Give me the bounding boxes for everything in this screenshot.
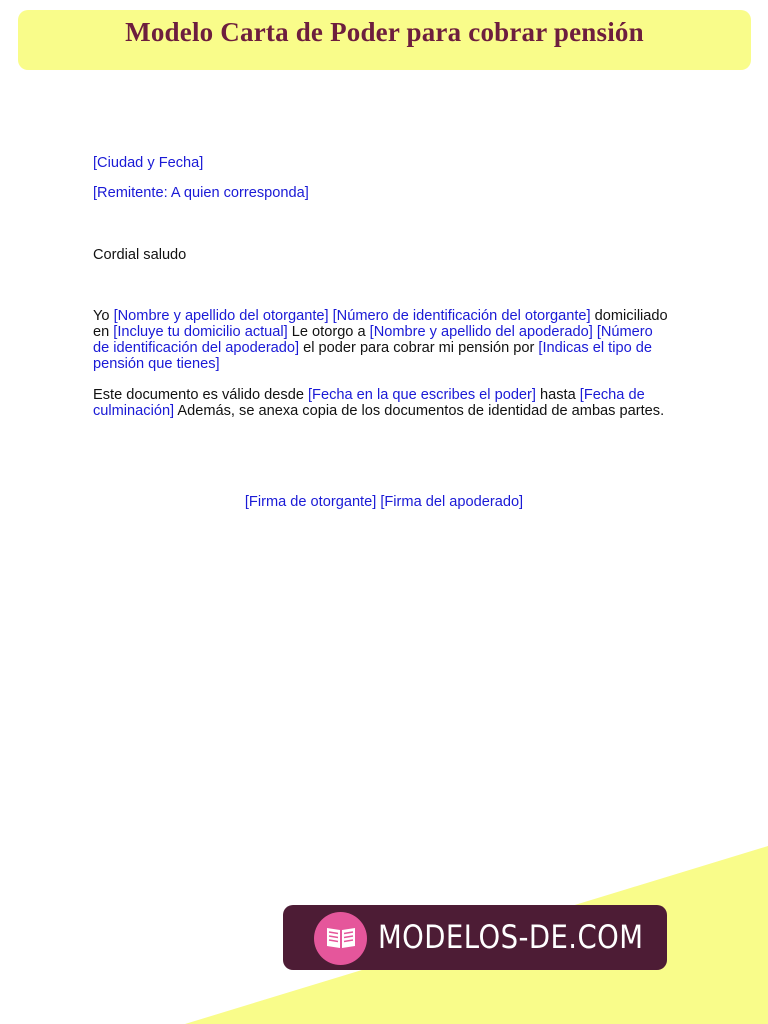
address-placeholder: [Incluye tu domicilio actual] [113, 324, 288, 340]
para1-text-3: Le otorgo a [287, 324, 370, 340]
city-date-placeholder: [Ciudad y Fecha] [93, 155, 204, 171]
greeting: Cordial saludo [93, 247, 187, 263]
para2-text-2: hasta [535, 387, 580, 403]
attorney-placeholder: [Nombre y apellido del apoderado] [Número de identificación del apoderado] [93, 324, 653, 356]
grantor-placeholder: [Nombre y apellido del otorgante] [Número de identificación del otorgante] [113, 308, 591, 324]
start-date-placeholder: [Fecha en la que escribes el poder] [308, 387, 536, 403]
page-title: Modelo Carta de Poder para cobrar pensión [125, 17, 644, 47]
pension-type-placeholder: [Indicas el tipo de pensión que tienes] [93, 340, 652, 372]
para1-text-2: domiciliado en [93, 308, 668, 340]
brand-badge [283, 905, 667, 970]
end-date-placeholder: [Fecha de culminación] [93, 387, 645, 419]
recipient-placeholder: [Remitente: A quien corresponda] [93, 185, 309, 201]
brand-wordmark: MODELOS-DE.COM [378, 918, 644, 956]
para1-text-4: el poder para cobrar mi pensión por [299, 340, 539, 356]
para2-text-1: Este documento es válido desde [93, 387, 308, 403]
para1-text-1: Yo [93, 308, 114, 324]
brand-icon-circle [314, 912, 367, 965]
para2-text-3: Además, se anexa copia de los documentos de identidad de ambas partes. [174, 403, 665, 419]
open-book-icon [325, 926, 357, 950]
signatures-placeholder: [Firma de otorgante] [Firma del apoderado] [244, 494, 524, 510]
